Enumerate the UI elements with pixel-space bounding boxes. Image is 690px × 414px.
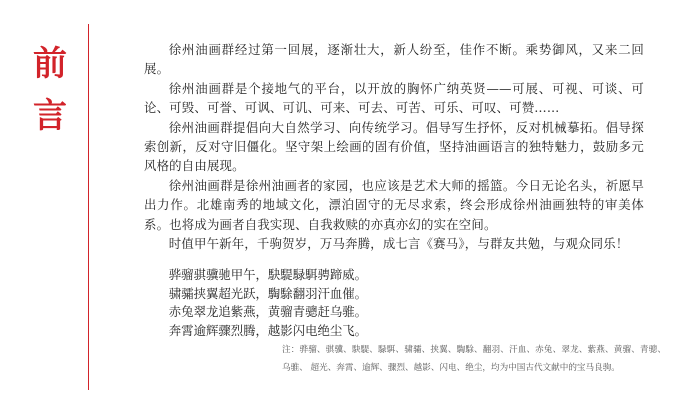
footnote: 注：骅骝、骐骥、駃騠、騄駬、骕骦、挟翼、騊駼、翻羽、汗血、赤兔、翠龙、紫燕、黄骝、青骢、乌骓、 超光、奔霄、逾辉、骤烈、越影、闪电、绝尘，均为中国古代文献中的宝马良驹。	[282, 345, 666, 373]
poem-line: 奔霄逾辉骤烈腾，越影闪电绝尘飞。	[168, 322, 368, 338]
paragraph: 徐州油画群是个接地气的平台，以开放的胸怀广纳英贤——可展、可视、可谈、可论、可毁、可誉、可讽、可讥、可来、可去、可苦、可乐、可叹、可赞……	[144, 80, 644, 116]
paragraph: 徐州油画群提倡向大自然学习、向传统学习。倡导写生抒怀，反对机械摹拓。倡导探索创新，反对守旧僵化。坚守架上绘画的固有价值，坚持油画语言的独特魅力，鼓励多元风格的自由展现。	[144, 119, 644, 174]
preface-body	[144, 40, 644, 340]
poem-line: 骕骦挟翼超光跃，騊駼翻羽汗血催。	[168, 285, 368, 301]
paragraph: 徐州油画群经过第一回展，逐渐壮大，新人纷至，佳作不断。乘势御风，又来二回展。	[144, 42, 644, 77]
title-char-2: 言	[33, 96, 67, 136]
title-char-1: 前	[33, 44, 67, 84]
vertical-divider	[88, 24, 89, 390]
poem	[144, 266, 644, 340]
poem-line: 赤兔翠龙追紫燕，黄骝青骢赶乌骓。	[168, 304, 368, 320]
paragraph: 时值甲午新年，千驹贺岁，万马奔腾，成七言《赛马》，与群友共勉，与观众同乐！	[168, 236, 629, 252]
page-title	[26, 38, 74, 142]
paragraph: 徐州油画群是徐州油画者的家园，也应该是艺术大师的摇篮。今日无论名头，祈愿早出力作。北雄南秀的地域文化，漂泊固守的无尽求索，终会形成徐州油画独特的审美体系。也将成为画者自我实现、自我救赎的亦真亦幻的实在空间。	[144, 177, 644, 232]
poem-line: 骅骝骐骥驰甲午，駃騠騄駬骋蹄威。	[168, 267, 368, 283]
